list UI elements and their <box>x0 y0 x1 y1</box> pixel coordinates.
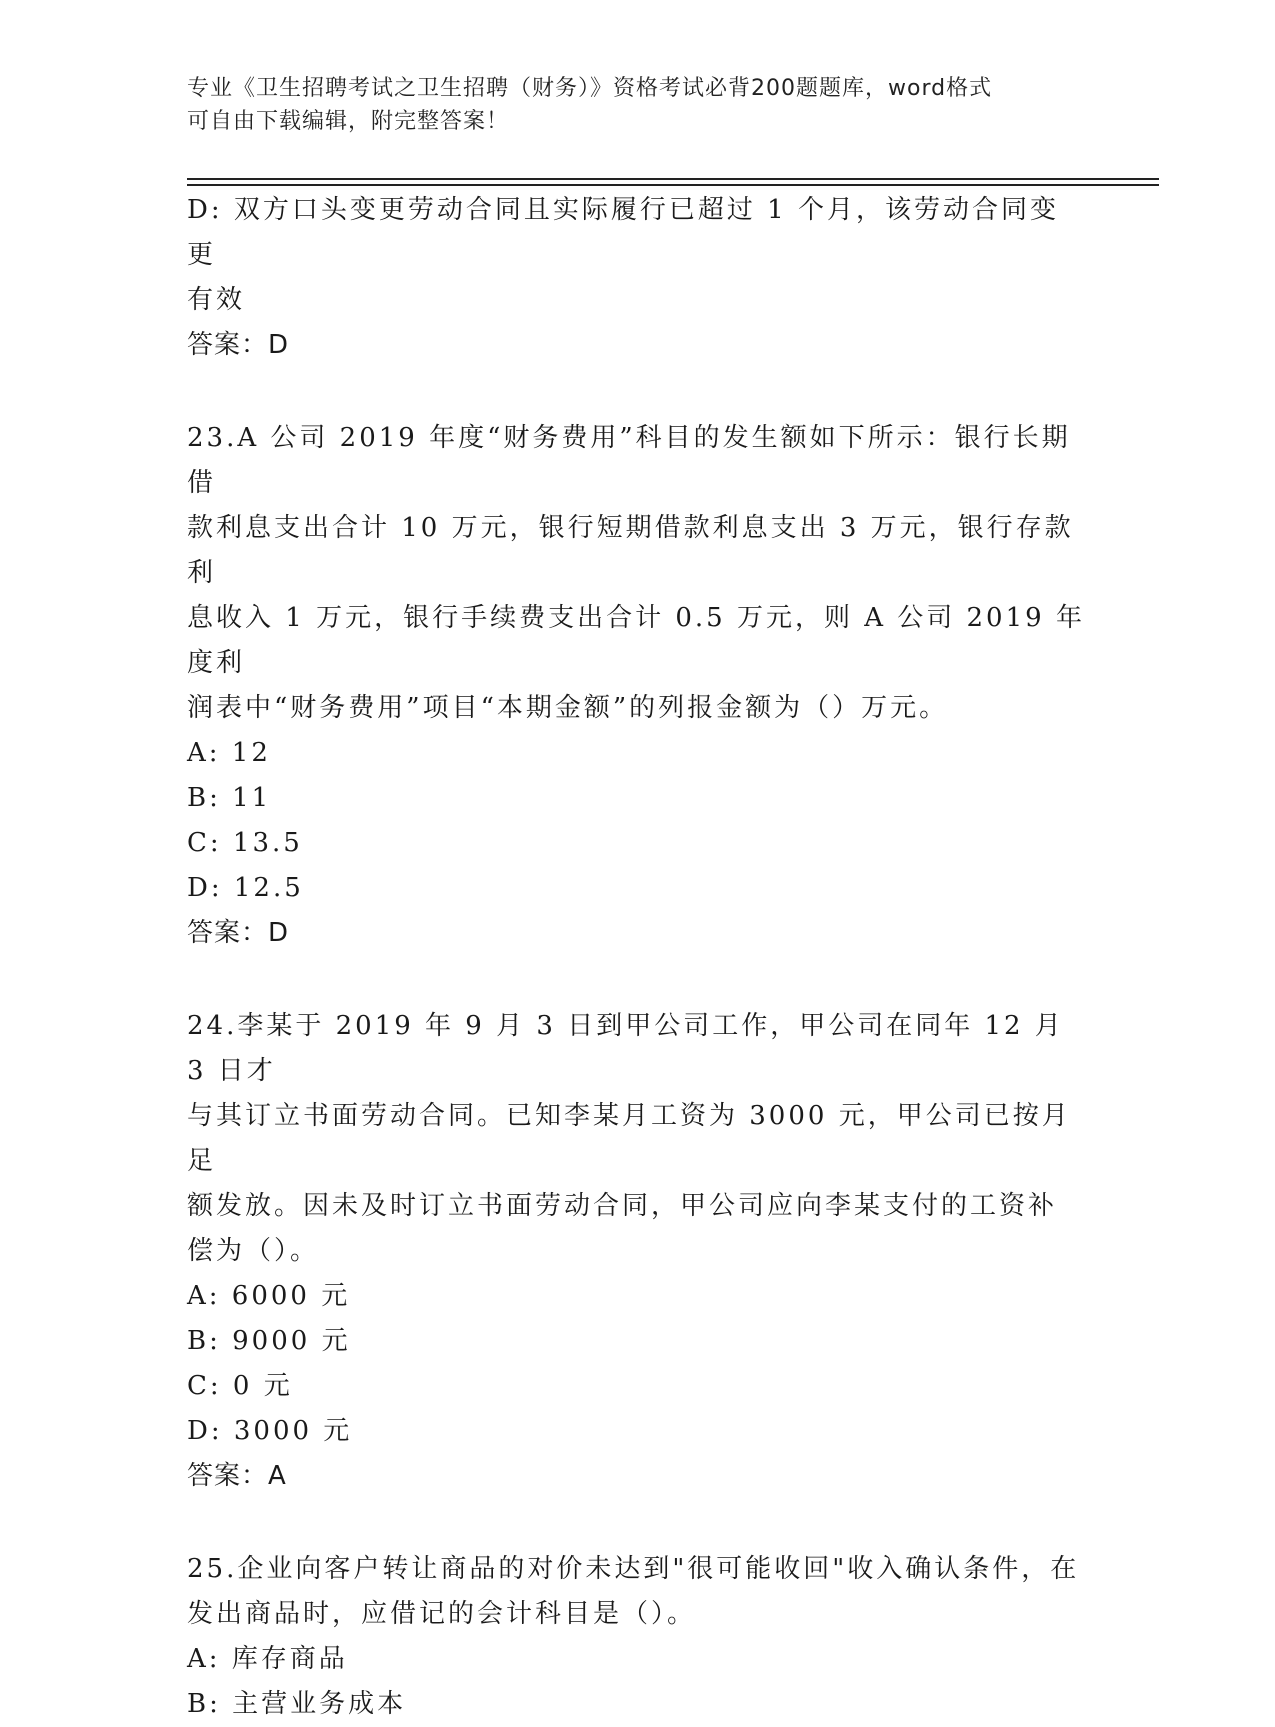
header-rule-bottom <box>187 184 1159 186</box>
previous-question-tail <box>187 188 1087 368</box>
answer: 答案：D <box>187 330 290 360</box>
answer: 答案：D <box>187 918 290 948</box>
option-a: A: 库存商品 <box>187 1644 348 1674</box>
header-rule-top <box>187 178 1159 180</box>
option-c: C: 13.5 <box>187 828 303 858</box>
question-25 <box>187 1547 1087 1727</box>
option-b: B: 11 <box>187 783 272 813</box>
header-line-1: 专业《卫生招聘考试之卫生招聘（财务）》资格考试必背200题题库，word格式 <box>187 76 993 101</box>
question-stem-line: 23.A 公司 2019 年度“财务费用”科目的发生额如下所示：银行长期借 <box>187 423 1071 498</box>
question-stem-line: 与其订立书面劳动合同。已知李某月工资为 3000 元，甲公司已按月足 <box>187 1101 1071 1176</box>
document-header <box>187 72 1087 138</box>
document-body <box>187 188 1087 1727</box>
option-d: D: 12.5 <box>187 873 304 903</box>
question-stem-line: 25.企业向客户转让商品的对价未达到"很可能收回"收入确认条件，在 <box>187 1554 1080 1584</box>
question-23 <box>187 416 1087 956</box>
option-c: C: 0 元 <box>187 1371 293 1401</box>
question-stem-line: 润表中“财务费用”项目“本期金额”的列报金额为（）万元。 <box>187 693 949 723</box>
option-d: D: 双方口头变更劳动合同且实际履行已超过 1 个月，该劳动合同变更 <box>187 195 1059 270</box>
option-a: A: 12 <box>187 738 271 768</box>
question-stem-line: 息收入 1 万元，银行手续费支出合计 0.5 万元，则 A 公司 2019 年度利 <box>187 603 1085 678</box>
question-24 <box>187 1004 1087 1499</box>
answer: 答案：A <box>187 1461 287 1491</box>
option-d: D: 3000 元 <box>187 1416 353 1446</box>
option-b: B: 9000 元 <box>187 1326 351 1356</box>
option-a: A: 6000 元 <box>187 1281 351 1311</box>
option-b: B: 主营业务成本 <box>187 1689 407 1719</box>
question-stem-line: 24.李某于 2019 年 9 月 3 日到甲公司工作，甲公司在同年 12 月 3 日才 <box>187 1011 1064 1086</box>
question-stem-line: 额发放。因未及时订立书面劳动合同，甲公司应向李某支付的工资补 <box>187 1191 1058 1221</box>
question-stem-line: 发出商品时，应借记的会计科目是（）。 <box>187 1599 697 1629</box>
option-d-continued: 有效 <box>187 285 246 315</box>
question-stem-line: 偿为（）。 <box>187 1236 320 1266</box>
question-stem-line: 款利息支出合计 10 万元，银行短期借款利息支出 3 万元，银行存款利 <box>187 513 1074 588</box>
header-line-2: 可自由下载编辑，附完整答案！ <box>187 109 510 134</box>
